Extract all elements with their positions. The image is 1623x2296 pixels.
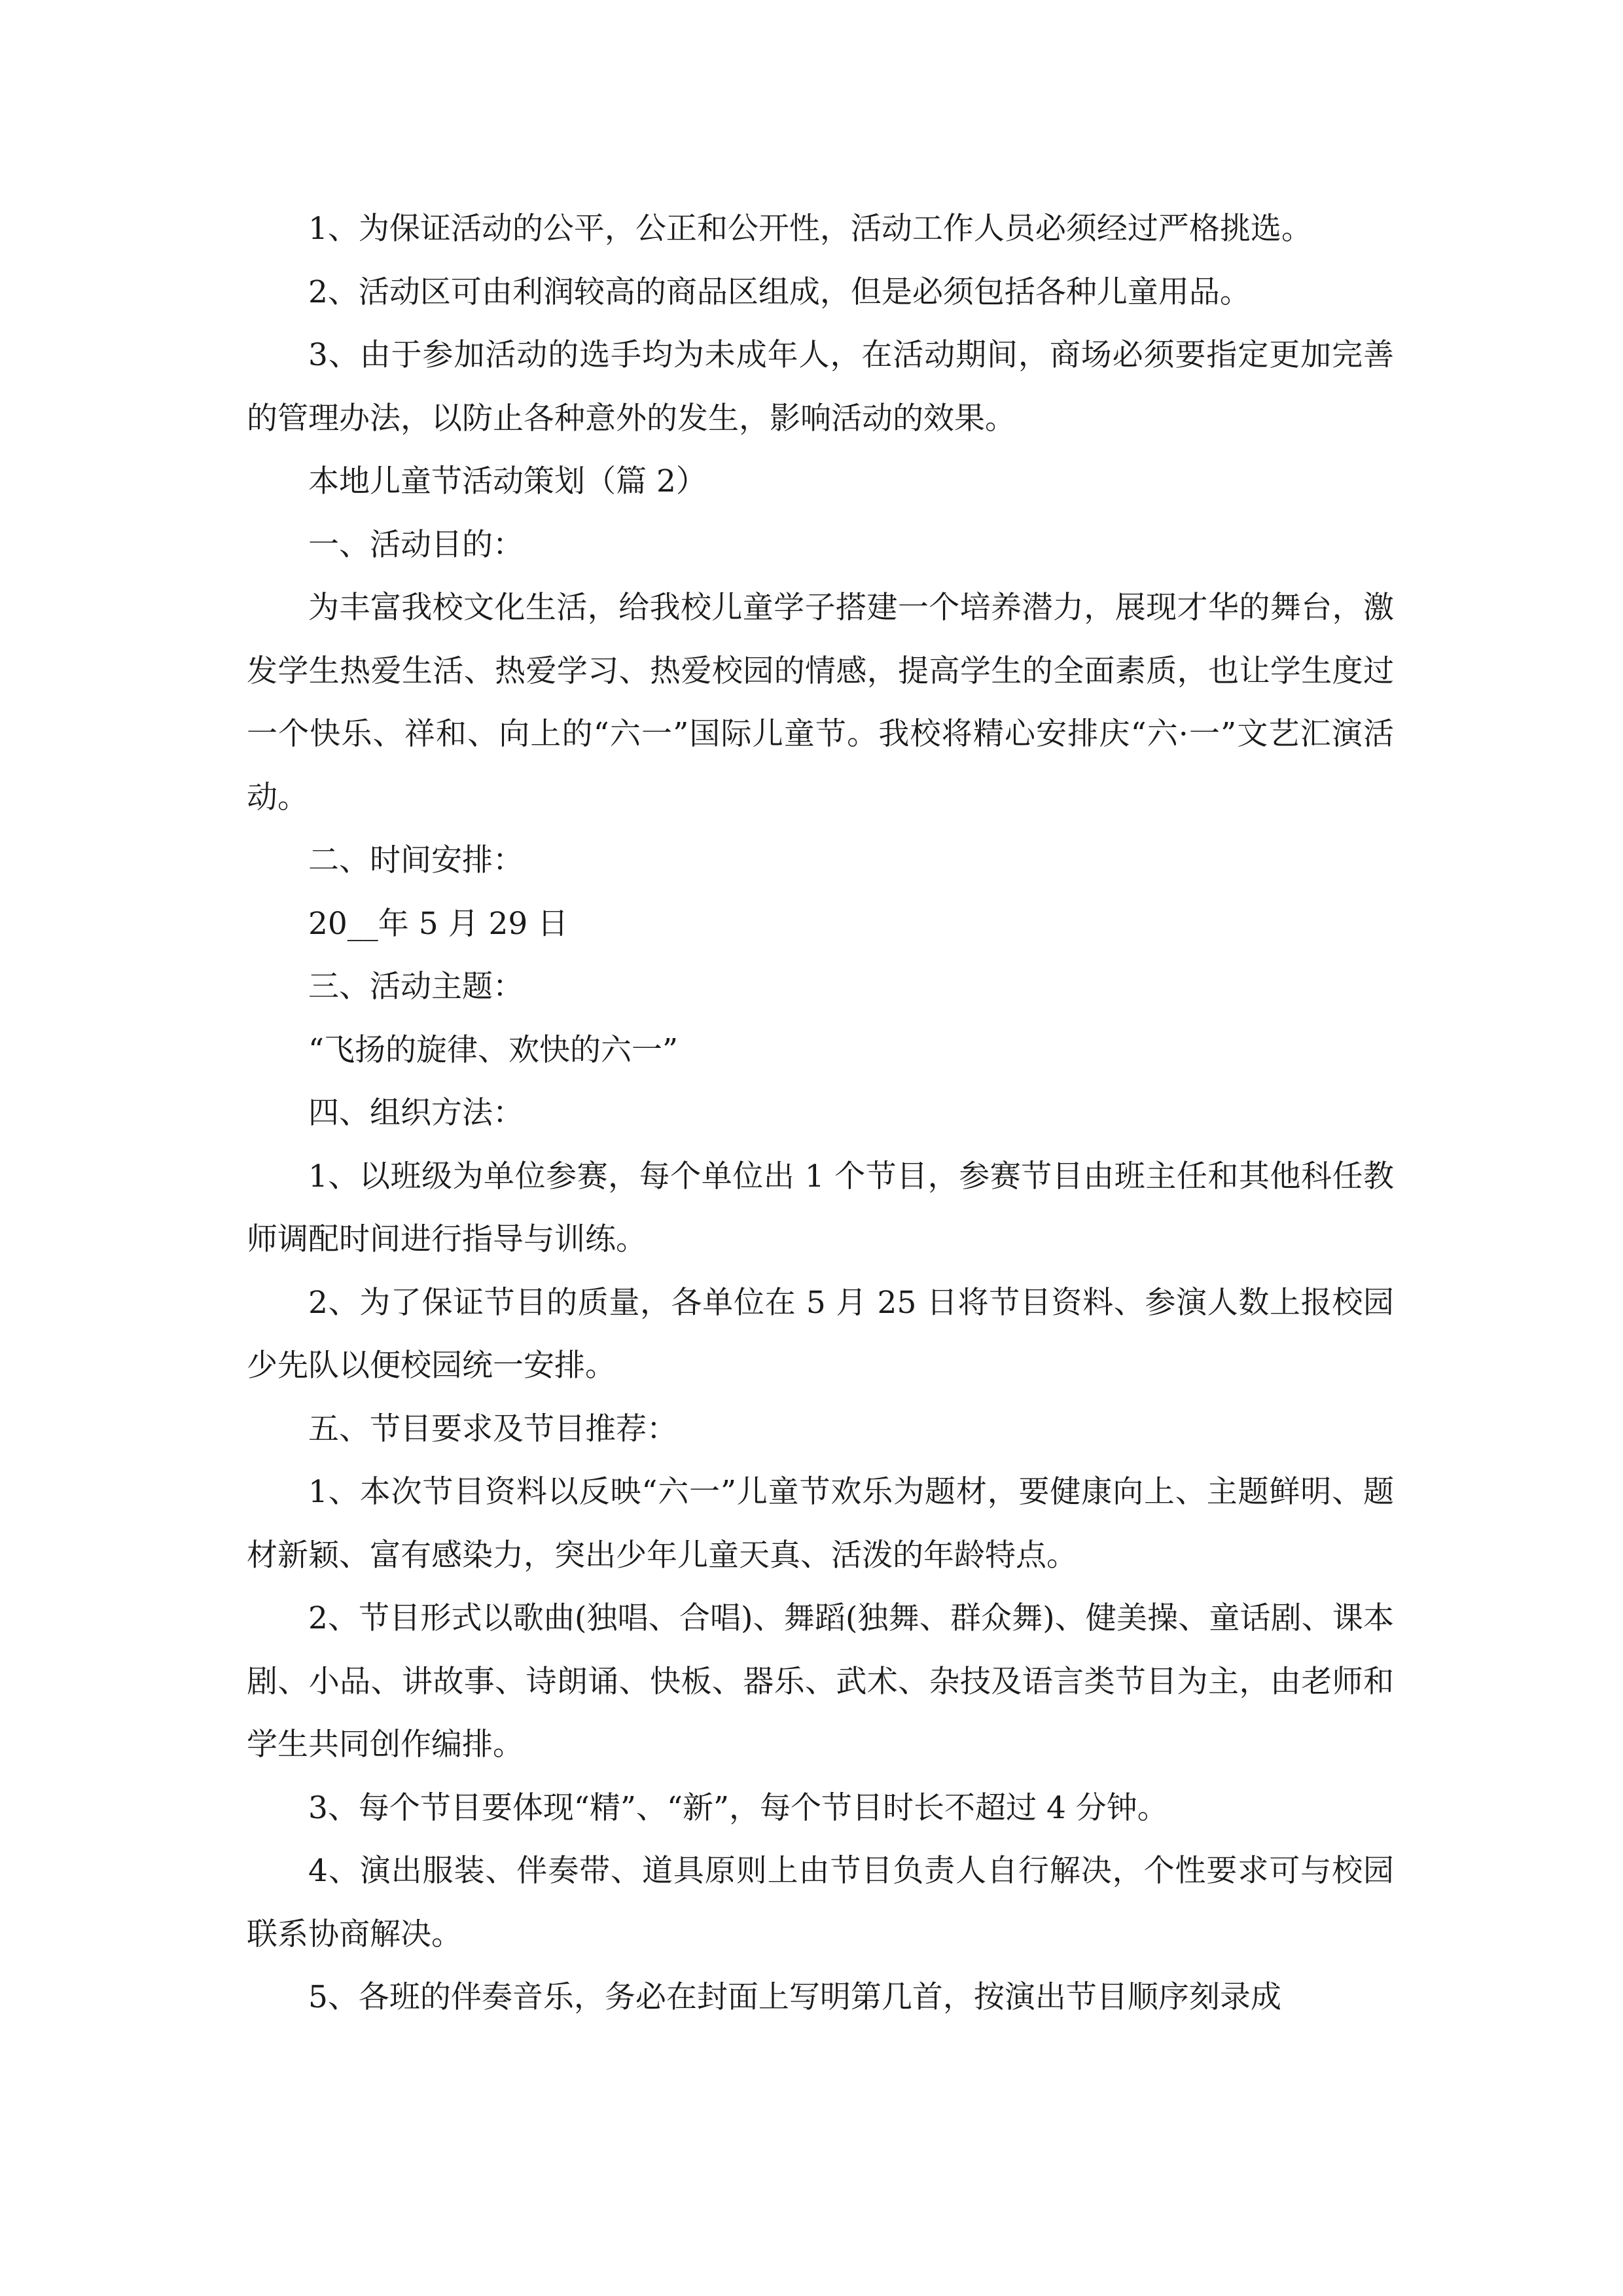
- paragraph: 5、各班的伴奏音乐，务必在封面上写明第几首，按演出节目顺序刻录成: [308, 1979, 1281, 2015]
- heading: 一、活动目的：: [308, 526, 524, 563]
- paragraph: 3、每个节目要体现“精”、“新”，每个节目时长不超过 4 分钟。: [308, 1789, 1168, 1826]
- heading: 五、节目要求及节目推荐：: [308, 1410, 677, 1447]
- paragraph: 3、由于参加活动的选手均为未成年人，在活动期间，商场必须要指定更加完善的管理办法，以防止各种意外的发生，影响活动的效果。: [247, 337, 1394, 437]
- paragraph: 2、为了保证节目的质量，各单位在 5 月 25 日将节目资料、参演人数上报校园少先队以便校园统一安排。: [247, 1284, 1394, 1384]
- paragraph: 4、演出服装、伴奏带、道具原则上由节目负责人自行解决，个性要求可与校园联系协商解决。: [247, 1853, 1394, 1952]
- paragraph: “飞扬的旋律、欢快的六一”: [308, 1031, 679, 1068]
- paragraph: 2、节目形式以歌曲(独唱、合唱)、舞蹈(独舞、群众舞)、健美操、童话剧、课本剧、小品、讲故事、诗朗诵、快板、器乐、武术、杂技及语言类节目为主，由老师和学生共同创作编排。: [247, 1600, 1394, 1763]
- paragraph: 为丰富我校文化生活，给我校儿童学子搭建一个培养潜力，展现才华的舞台，激发学生热爱生活、热爱学习、热爱校园的情感，提高学生的全面素质，也让学生度过一个快乐、祥和、向上的“六一”国际儿童节。我校将精心安排庆“六·一”文艺汇演活动。: [247, 590, 1394, 816]
- heading: 四、组织方法：: [308, 1095, 524, 1131]
- section-title: 本地儿童节活动策划（篇 2）: [308, 463, 707, 499]
- heading: 二、时间安排：: [308, 842, 524, 878]
- document-page: [247, 0, 1394, 2296]
- heading: 三、活动主题：: [308, 969, 524, 1005]
- paragraph: 1、以班级为单位参赛，每个单位出 1 个节目，参赛节目由班主任和其他科任教师调配时间进行指导与训练。: [247, 1158, 1394, 1257]
- paragraph: 2、活动区可由利润较高的商品区组成，但是必须包括各种儿童用品。: [308, 274, 1251, 310]
- paragraph: 20__年 5 月 29 日: [308, 905, 569, 942]
- paragraph: 1、为保证活动的公平，公正和公开性，活动工作人员必须经过严格挑选。: [308, 211, 1312, 247]
- paragraph: 1、本次节目资料以反映“六一”儿童节欢乐为题材，要健康向上、主题鲜明、题材新颖、富有感染力，突出少年儿童天真、活泼的年龄特点。: [247, 1474, 1394, 1573]
